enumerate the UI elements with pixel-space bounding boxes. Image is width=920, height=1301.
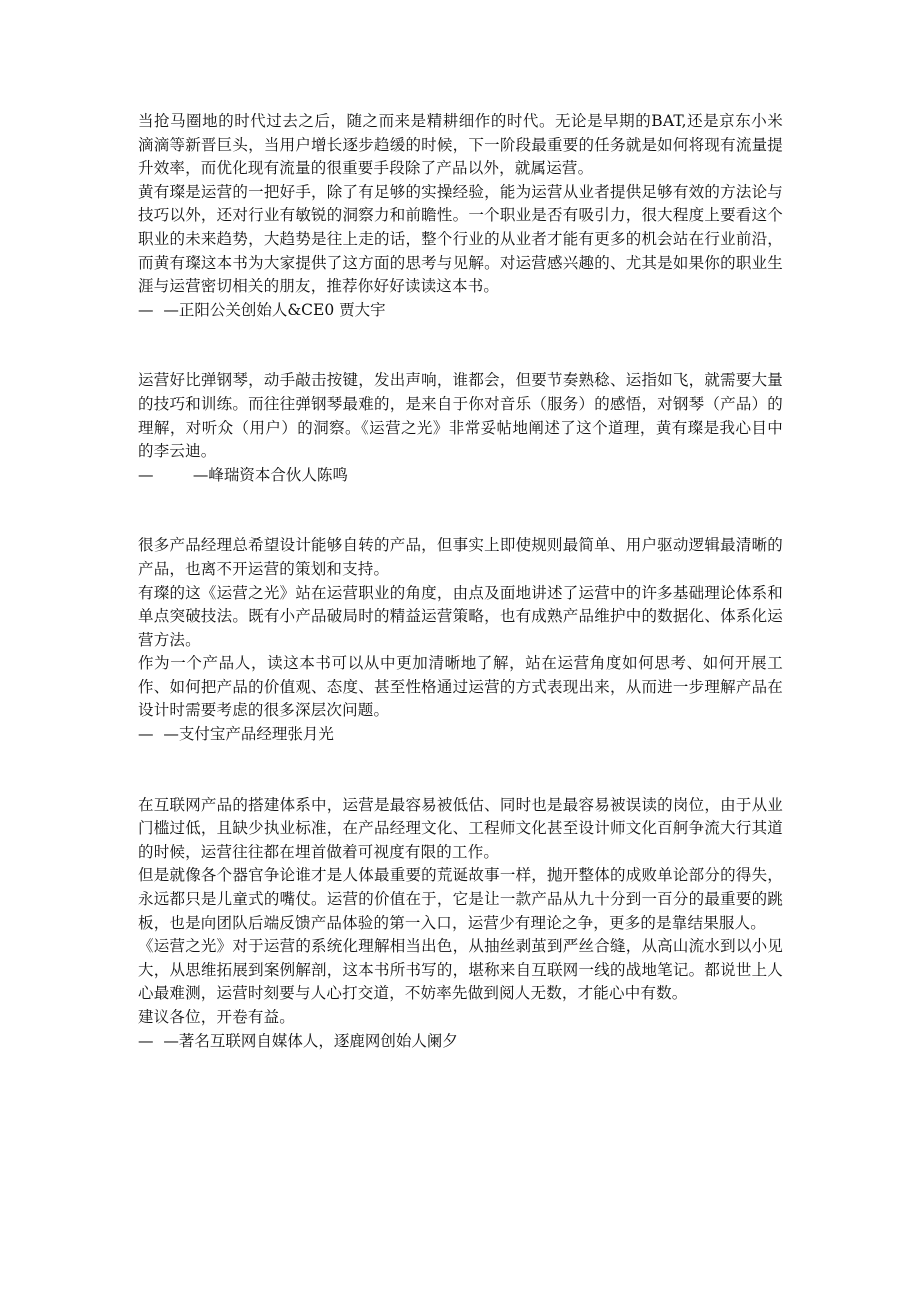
testimonial-paragraph: 很多产品经理总希望设计能够自转的产品，但事实上即使规则最简单、用户驱动逻辑最清晰的产品，也离不开运营的策划和支持。 <box>138 536 783 578</box>
document-page <box>138 110 783 1053</box>
testimonial-signature: — —峰瑞资本合伙人陈鸣 <box>138 465 348 484</box>
testimonial-paragraph: 但是就像各个器官争论谁才是人体最重要的荒诞故事一样，抛开整体的成败单论部分的得失，永远都只是儿童式的嘴仗。运营的价值在于，它是让一款产品从九十分到一百分的最重要的跳板，也是向团队后端反馈产品体验的第一入口，运营少有理论之争，更多的是靠结果服人。 <box>138 866 783 932</box>
testimonial-block-4 <box>138 794 783 1054</box>
testimonial-paragraph: 当抢马圈地的时代过去之后，随之而来是精耕细作的时代。无论是早期的BAT,还是京东小米滴滴等新晋巨头，当用户增长逐步趋缓的时候，下一阶段最重要的任务就是如何将现有流量提升效率，而优化现有流量的很重要手段除了产品以外，就属运营。 <box>138 112 783 178</box>
testimonial-signature: — —著名互联网自媒体人，逐鹿网创始人阑夕 <box>138 1031 458 1050</box>
testimonial-paragraph: 有璨的这《运营之光》站在运营职业的角度，由点及面地讲述了运营中的许多基础理论体系和单点突破技法。既有小产品破局时的精益运营策略，也有成熟产品维护中的数据化、体系化运营方法。 <box>138 583 783 649</box>
testimonial-paragraph: 运营好比弹钢琴，动手敲击按键，发出声响，谁都会，但要节奏熟稔、运指如飞，就需要大量的技巧和训练。而往往弹钢琴最难的，是来自于你对音乐（服务）的感悟，对钢琴（产品）的理解，对听众（用户）的洞察。《运营之光》非常妥帖地阐述了这个道理，黄有璨是我心目中的李云迪。 <box>138 371 783 461</box>
block-spacer <box>138 487 783 534</box>
block-spacer <box>138 747 783 794</box>
testimonial-signature: — —正阳公关创始人&CE0 贾大宇 <box>138 300 386 319</box>
testimonial-paragraph: 黄有璨是运营的一把好手，除了有足够的实操经验，能为运营从业者提供足够有效的方法论与技巧以外，还对行业有敏锐的洞察力和前瞻性。一个职业是否有吸引力，很大程度上要看这个职业的未来趋势，大趋势是往上走的话，整个行业的从业者才能有更多的机会站在行业前沿，而黄有璨这本书为大家提供了这方面的思考与见解。对运营感兴趣的、尤其是如果你的职业生涯与运营密切相关的朋友，推荐你好好读读这本书。 <box>138 182 783 296</box>
testimonial-paragraph: 《运营之光》对于运营的系统化理解相当出色，从抽丝剥茧到严丝合缝，从高山流水到以小见大，从思维拓展到案例解剖，这本书所书写的，堪称来自互联网一线的战地笔记。都说世上人心最难测，运营时刻要与人心打交道，不妨率先做到阅人无数，才能心中有数。 <box>138 937 783 1003</box>
testimonial-paragraph: 在互联网产品的搭建体系中，运营是最容易被低估、同时也是最容易被误读的岗位，由于从业门槛过低，且缺少执业标准，在产品经理文化、工程师文化甚至设计师文化百舸争流大行其道的时候，运营往往都在埋首做着可视度有限的工作。 <box>138 795 783 861</box>
testimonial-paragraph: 作为一个产品人，读这本书可以从中更加清晰地了解，站在运营角度如何思考、如何开展工作、如何把产品的价值观、态度、甚至性格通过运营的方式表现出来，从而进一步理解产品在设计时需要考虑的很多深层次问题。 <box>138 654 783 720</box>
testimonial-signature: — —支付宝产品经理张月光 <box>138 725 334 744</box>
testimonial-block-3 <box>138 534 783 746</box>
block-spacer <box>138 322 783 369</box>
testimonial-paragraph: 建议各位，开卷有益。 <box>138 1008 296 1026</box>
testimonial-block-2 <box>138 369 783 487</box>
testimonial-block-1 <box>138 110 783 322</box>
